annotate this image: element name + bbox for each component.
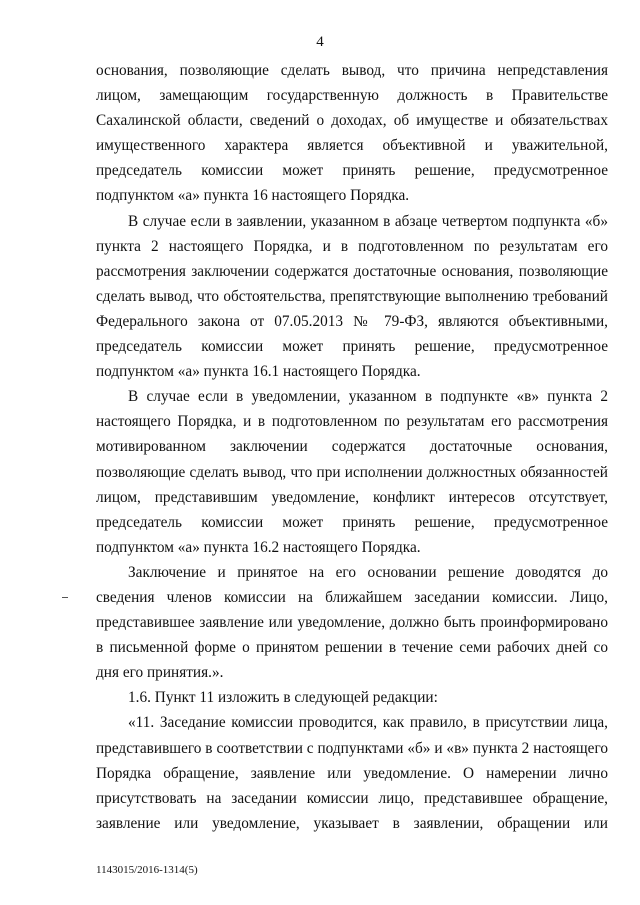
paragraph-item-1-6: 1.6. Пункт 11 изложить в следующей редакции: — [128, 689, 438, 707]
paragraph-continuation: основания, позволяющие сделать вывод, что причина непредставления лицом, замещающим государственную должность в Правительстве Сахалинской области, сведений о доходах, об имуществе и обязательствах имущественного характера является объективной и уважительной, председатель комиссии может принять решение, предусмотренное подпунктом «а» пункта 16 настоящего Порядка. — [96, 62, 608, 205]
page-number: 4 — [316, 34, 324, 50]
paragraph-conclusion: Заключение и принятое на его основании решение доводятся до сведения членов комиссии на ближайшем заседании комиссии. Лицо, представившее заявление или уведомление, должно быть проинформировано в письменной форме о принятом решении в течение семи рабочих дней со дня его принятия.». — [96, 563, 608, 682]
paragraph-application-case: В случае если в заявлении, указанном в абзаце четвертом подпункта «б» пункта 2 настоящего Порядка, и в подготовленном по результатам его рассмотрения заключении содержатся достаточные основания, позволяющие сделать вывод, что обстоятельства, препятствующие выполнению требований Федерального закона от 07.05.2013 № 79-ФЗ, являются объективными, председатель комиссии может принять решение, предусмотренное подпунктом «а» пункта 16.1 настоящего Порядка. — [96, 212, 608, 381]
paragraph-notification-case: В случае если в уведомлении, указанном в подпункте «в» пункта 2 настоящего Порядка, и в подготовленном по результатам его рассмотрения мотивированном заключении содержатся достаточные основания, позволяющие сделать вывод, что при исполнении должностных обязанностей лицом, представившим уведомление, конфликт интересов отсутствует, председатель комиссии может принять решение, предусмотренное подпунктом «а» пункта 16.2 настоящего Порядка. — [96, 388, 608, 556]
paragraph-item-11: «11. Заседание комиссии проводится, как правило, в присутствии лица, представившего в соответствии с подпунктами «б» и «в» пункта 2 настоящего Порядка обращение, заявление или уведомление. О намерении лично присутствовать на заседании комиссии лицо, представившее обращение, заявление или уведомление, указывает в заявлении, обращении или — [96, 714, 608, 832]
document-body — [96, 58, 608, 836]
document-code: 1143015/2016-1314(5) — [96, 864, 198, 876]
margin-mark — [62, 597, 68, 598]
